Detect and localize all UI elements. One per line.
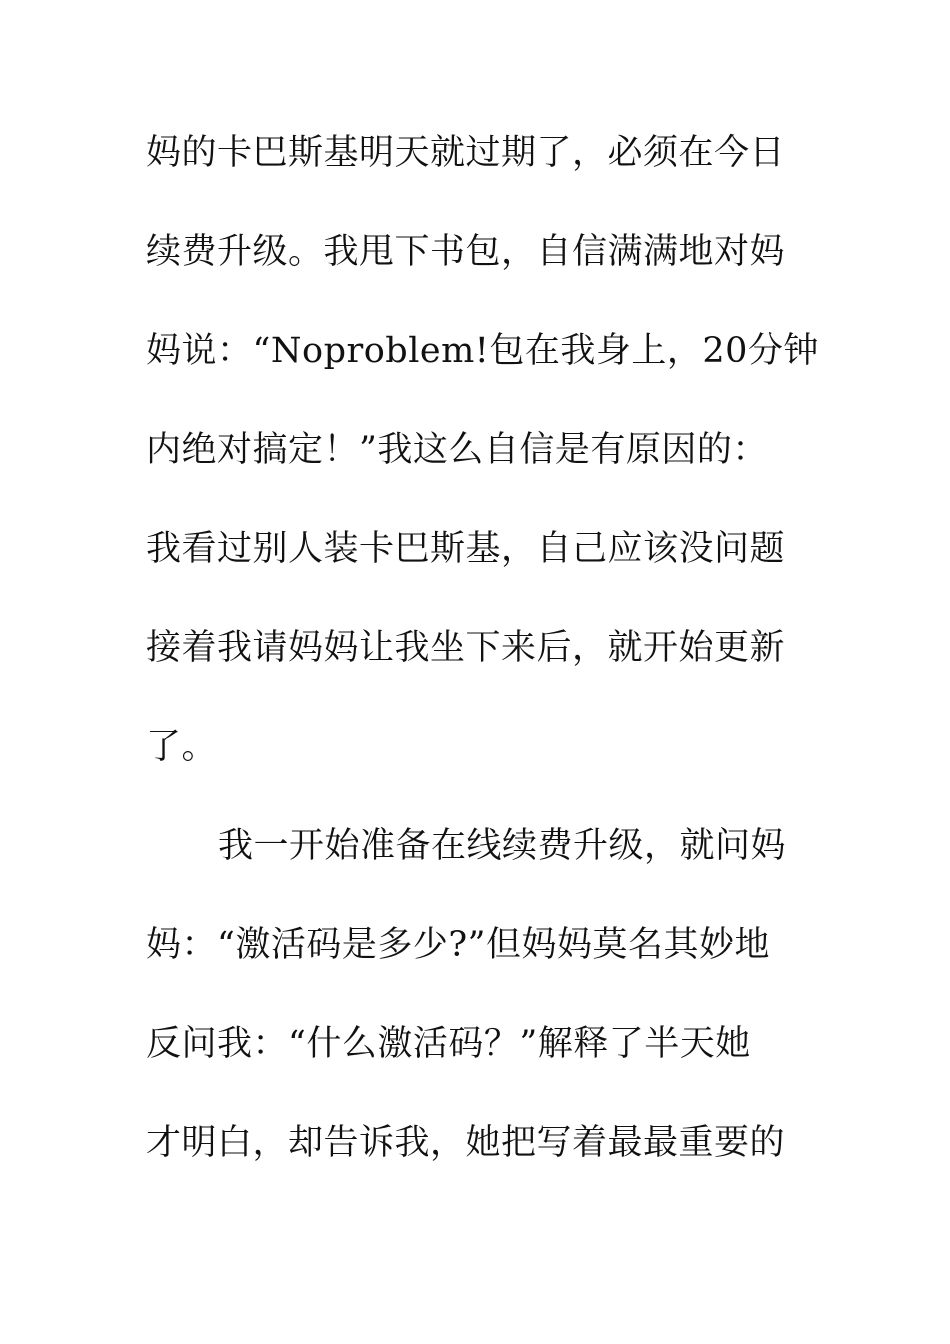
text-line-10: 反问我：“什么激活码？”解释了半天她 [146, 1024, 751, 1064]
text-line-4: 内绝对搞定！”我这么自信是有原因的： [146, 430, 768, 470]
paragraph-start-line: 我一开始准备在线续费升级，就问妈 [218, 826, 787, 866]
text-line-3: 妈说：“Noproblem!包在我身上，20分钟 [146, 331, 819, 371]
text-line-1: 妈的卡巴斯基明天就过期了，必须在今日 [146, 133, 786, 173]
body-text [146, 124, 826, 1213]
text-line-9: 妈：“激活码是多少?”但妈妈莫名其妙地 [146, 925, 771, 965]
text-line-7: 了。 [146, 727, 218, 767]
text-line-5: 我看过别人装卡巴斯基，自己应该没问题 [146, 529, 786, 569]
text-line-11: 才明白，却告诉我，她把写着最最重要的 [146, 1123, 786, 1163]
text-line-6: 接着我请妈妈让我坐下来后，就开始更新 [146, 628, 786, 668]
text-line-2: 续费升级。我甩下书包，自信满满地对妈 [146, 232, 786, 272]
